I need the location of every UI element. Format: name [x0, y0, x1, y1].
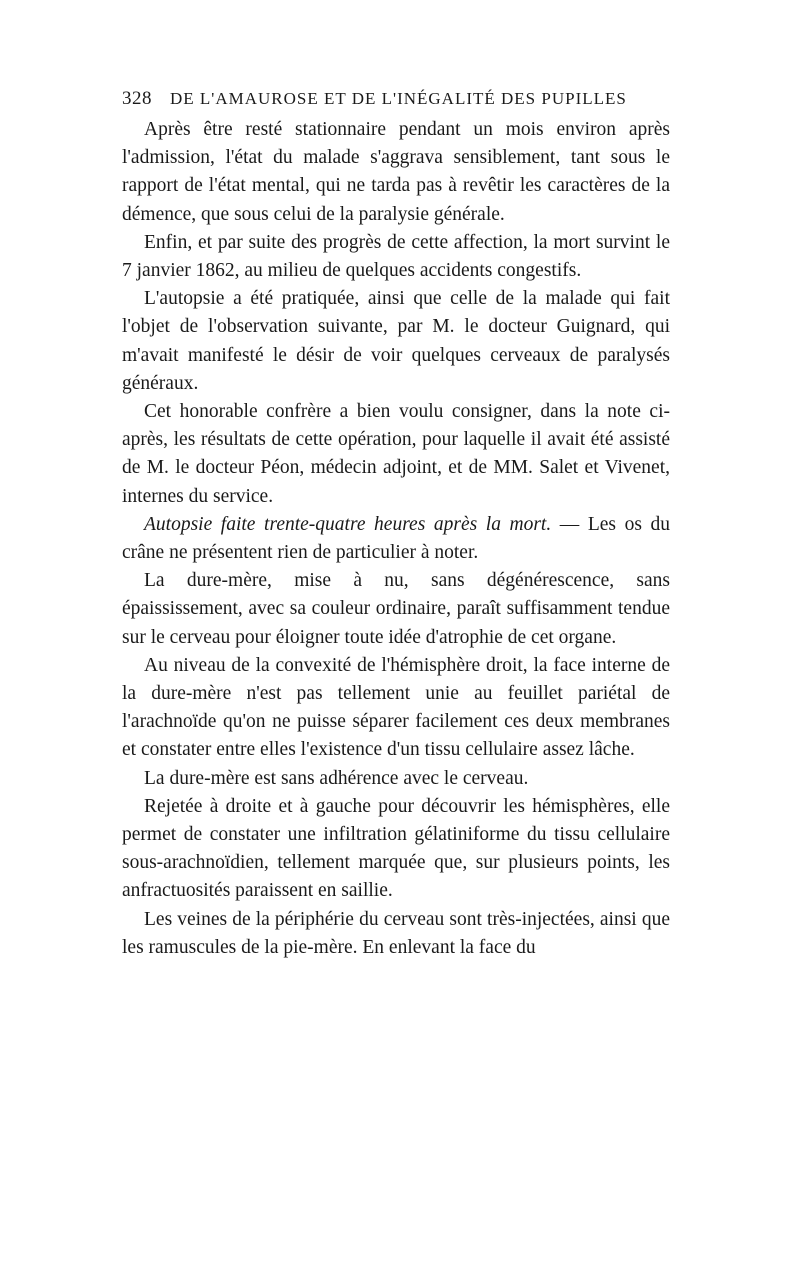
paragraph: Au niveau de la convexité de l'hémisphère droit, la face interne de la dure-mère n'est pas tellement unie au feuillet pariétal de l'arachnoïde qu'on ne puisse séparer facilement ces deux membranes et constater entre elles l'existence d'un tissu cellulaire assez lâche. [122, 654, 670, 761]
paragraph: Après être resté stationnaire pendant un mois environ après l'admission, l'état du malade s'aggrava sensiblement, tant sous le rapport de l'état mental, qui ne tarda pas à revêtir les caractères de la démence, que sous celui de la paralysie générale. [122, 119, 670, 225]
running-head [122, 88, 670, 110]
autopsy-heading: Autopsie faite trente-quatre heures après la mort. [144, 513, 552, 535]
paragraph: Rejetée à droite et à gauche pour découvrir les hémisphères, elle permet de constater une infiltration gélatiniforme du tissu cellulaire sous-arachnoïdien, tellement marquée que, sur plusieurs points, les anfractuosités paraissent en saillie. [122, 795, 670, 902]
paragraph: Enfin, et par suite des progrès de cette affection, la mort survint le 7 janvier 1862, au milieu de quelques accidents congestifs. [122, 231, 670, 282]
paragraph: La dure-mère est sans adhérence avec le cerveau. [144, 767, 529, 789]
page-number: 328 [122, 88, 152, 109]
paragraph: Autopsie faite trente-quatre heures après la mort. — Les os du crâne ne présentent rien de particulier à noter. [122, 513, 670, 564]
paragraph: Cet honorable confrère a bien voulu consigner, dans la note ci-après, les résultats de cette opération, pour laquelle il avait été assisté de M. le docteur Péon, médecin adjoint, et de MM. Salet et Vivenet, internes du service. [122, 401, 670, 507]
document-page [122, 88, 670, 962]
body-text [122, 116, 670, 962]
paragraph: L'autopsie a été pratiquée, ainsi que celle de la malade qui fait l'objet de l'observation suivante, par M. le docteur Guignard, qui m'avait manifesté le désir de voir quelques cerveaux de paralysés généraux. [122, 288, 670, 394]
running-title: DE L'AMAUROSE ET DE L'INÉGALITÉ DES PUPILLES [170, 89, 627, 108]
paragraph: La dure-mère, mise à nu, sans dégénérescence, sans épaississement, avec sa couleur ordinaire, paraît suffisamment tendue sur le cerveau pour éloigner toute idée d'atrophie de cet organe. [122, 570, 670, 648]
paragraph: Les veines de la périphérie du cerveau sont très-injectées, ainsi que les ramuscules de la pie-mère. En enlevant la face du [122, 908, 670, 958]
